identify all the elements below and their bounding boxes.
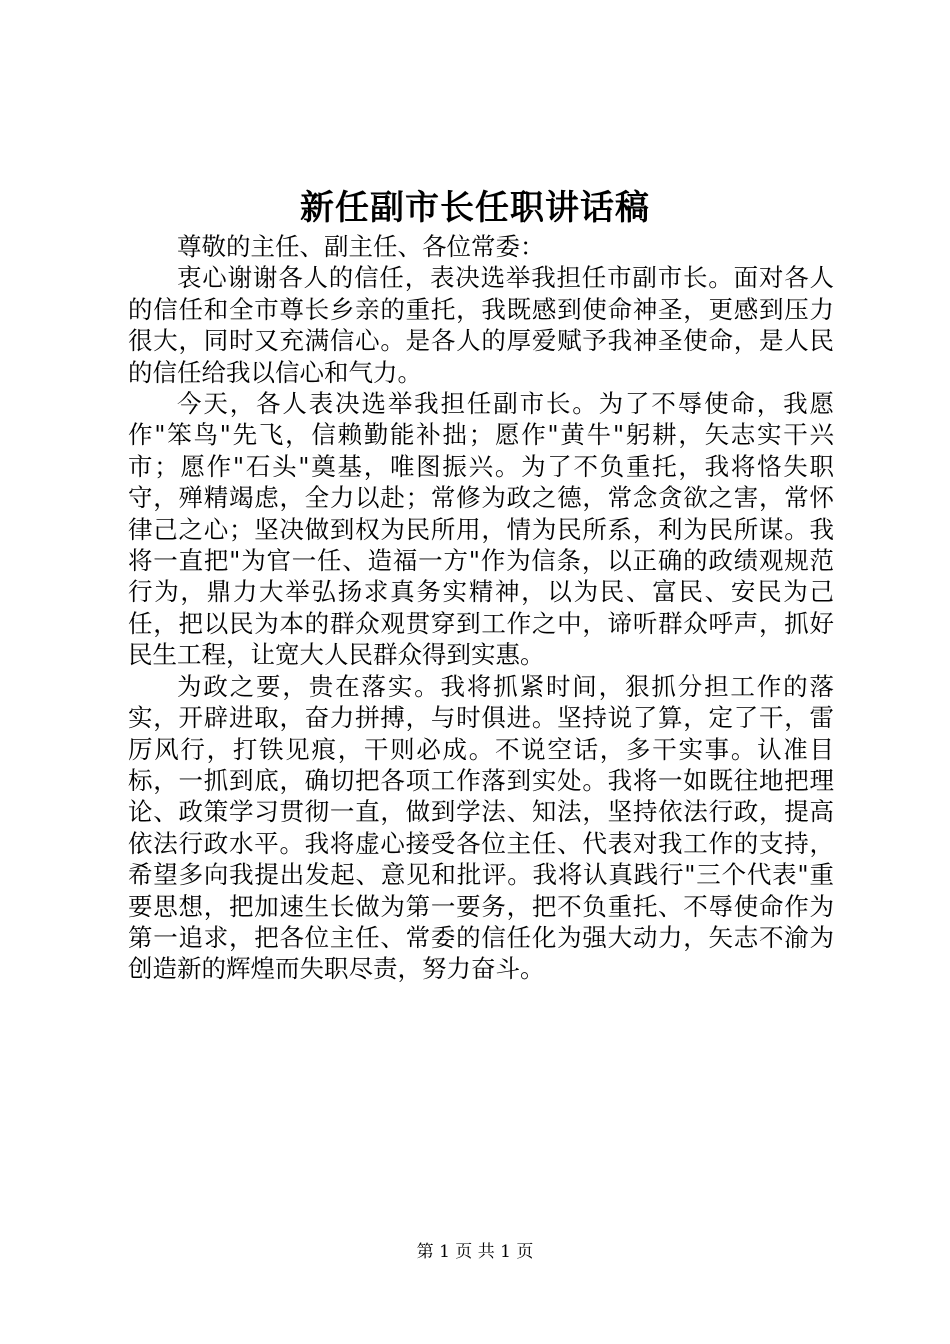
body-paragraph-1: 衷心谢谢各人的信任，表决选举我担任市副市长。面对各人的信任和全市尊长乡亲的重托，我既感到使命神圣，更感到压力很大，同时又充满信心。是各人的厚爱赋予我神圣使命，是人民的信任给我以信心和气力。 bbox=[128, 263, 834, 387]
page-number-footer: 第 1 页 共 1 页 bbox=[416, 1242, 534, 1262]
body-paragraph-2: 今天，各人表决选举我担任副市长。为了不辱使命，我愿作"笨鸟"先飞，信赖勤能补拙；愿作"黄牛"躬耕，矢志实干兴市；愿作"石头"奠基，唯图振兴。为了不负重托，我将恪失职守，殚精竭虑，全力以赴；常修为政之德，常念贪欲之害，常怀律己之心；坚决做到权为民所用，情为民所系，利为民所谋。我将一直把"为官一任、造福一方"作为信条，以正确的政绩观规范行为，鼎力大举弘扬求真务实精神，以为民、富民、安民为己任，把以民为本的群众观贯穿到工作之中，谛听群众呼声，抓好民生工程，让宽大人民群众得到实惠。 bbox=[128, 389, 834, 670]
body-paragraph-3: 为政之要，贵在落实。我将抓紧时间，狠抓分担工作的落实，开辟进取，奋力拼搏，与时俱进。坚持说了算，定了干，雷厉风行，打铁见痕，干则必成。不说空话，多干实事。认准目标，一抓到底，确切把各项工作落到实处。我将一如既往地把理论、政策学习贯彻一直，做到学法、知法，坚持依法行政，提高依法行政水平。我将虚心接受各位主任、代表对我工作的支持，希望多向我提出发起、意见和批评。我将认真践行"三个代表"重要思想，把加速生长做为第一要务，把不负重托、不辱使命作为第一追求，把各位主任、常委的信任化为强大动力，矢志不渝为创造新的辉煌而失职尽责，努力奋斗。 bbox=[128, 671, 834, 984]
salutation-paragraph: 尊敬的主任、副主任、各位常委： bbox=[177, 232, 545, 261]
document-title: 新任副市长任职讲话稿 bbox=[300, 188, 650, 228]
document-body bbox=[128, 231, 834, 985]
